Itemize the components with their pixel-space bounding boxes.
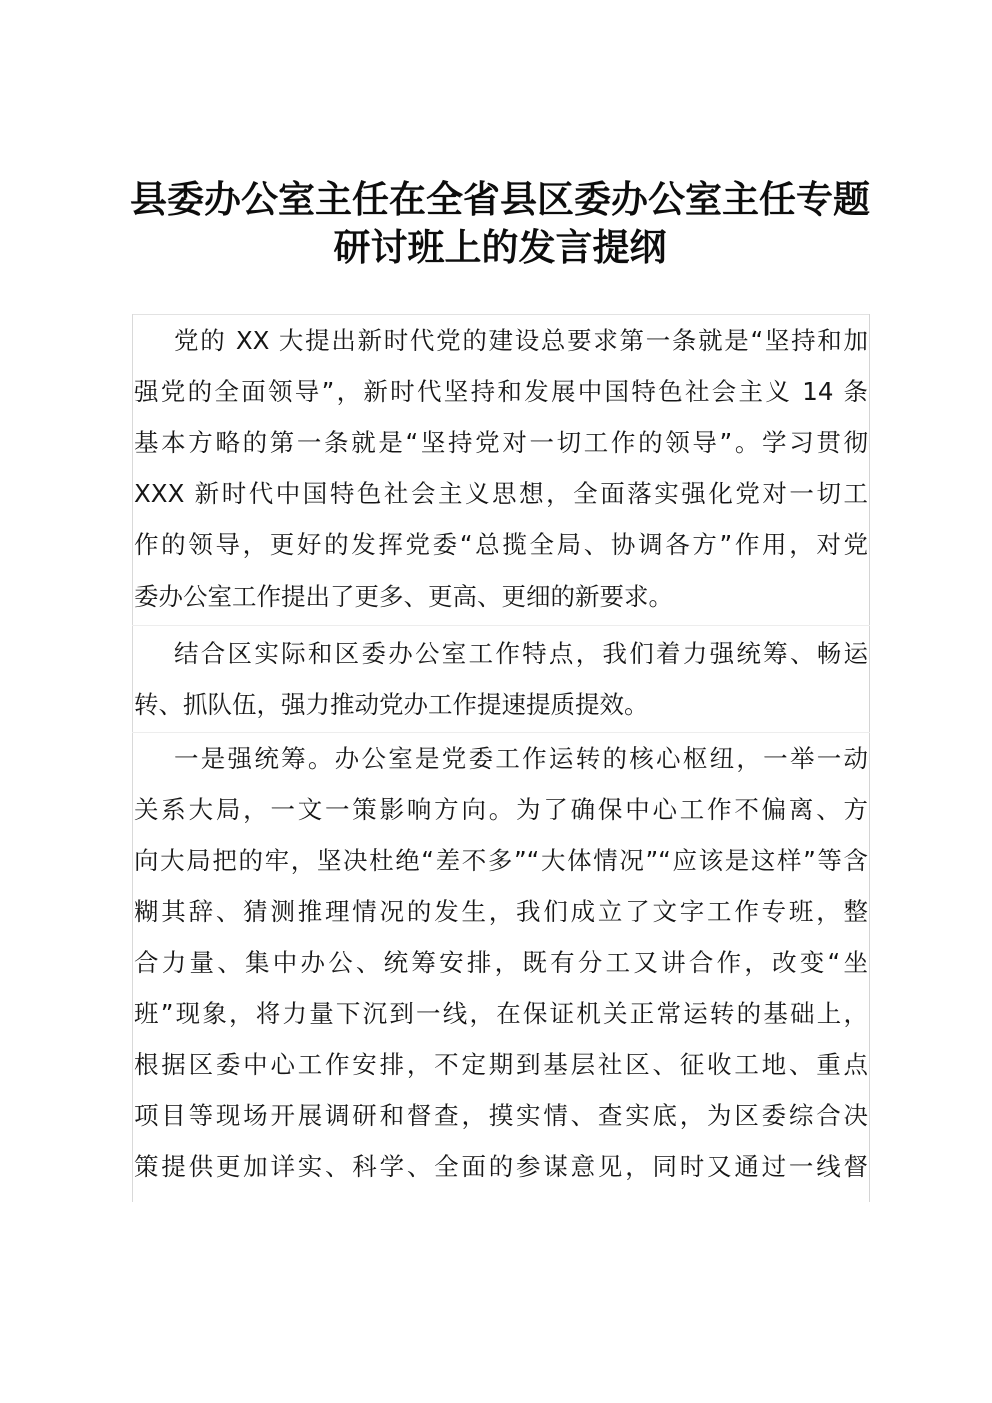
title-line: 县委办公室主任在全省县区委办公室主任专题	[130, 178, 870, 221]
paragraph-line: 党的 XX 大提出新时代党的建设总要求第一条就是“坚持和加	[174, 326, 868, 355]
title-line: 研讨班上的发言提纲	[333, 226, 667, 269]
paragraph-line: XXX 新时代中国特色社会主义思想，全面落实强化党对一切工	[134, 479, 868, 508]
page-guide-right	[869, 314, 870, 1202]
paragraph-line: 策提供更加详实、科学、全面的参谋意见，同时又通过一线督	[134, 1152, 868, 1181]
document-title	[120, 176, 880, 272]
paragraph-line: 班”现象，将力量下沉到一线，在保证机关正常运转的基础上，	[134, 999, 868, 1028]
paragraph-line: 项目等现场开展调研和督查，摸实情、查实底，为区委综合决	[134, 1101, 868, 1130]
paragraph-line: 向大局把的牢，坚决杜绝“差不多”“大体情况”“应该是这样”等含	[134, 846, 868, 875]
paragraph-line: 一是强统筹。办公室是党委工作运转的核心枢纽，一举一动	[174, 744, 868, 773]
paragraph-line: 结合区实际和区委办公室工作特点，我们着力强统筹、畅运	[174, 639, 868, 668]
paragraph-line: 糊其辞、猜测推理情况的发生，我们成立了文字工作专班，整	[134, 897, 868, 926]
paragraph-line: 委办公室工作提出了更多、更高、更细的新要求。	[134, 582, 673, 611]
paragraph-divider	[132, 732, 870, 733]
paragraph-line: 作的领导，更好的发挥党委“总揽全局、协调各方”作用，对党	[134, 530, 868, 559]
paragraph-line: 基本方略的第一条就是“坚持党对一切工作的领导”。学习贯彻	[134, 428, 868, 457]
paragraph-line: 合力量、集中办公、统筹安排，既有分工又讲合作，改变“坐	[134, 948, 868, 977]
paragraph-line: 转、抓队伍，强力推动党办工作提速提质提效。	[134, 690, 649, 719]
paragraph-line: 根据区委中心工作安排，不定期到基层社区、征收工地、重点	[134, 1050, 868, 1079]
page-guide-left	[132, 314, 133, 1202]
paragraph-divider	[132, 625, 870, 626]
page-guide-top	[132, 314, 870, 315]
paragraph-line: 强党的全面领导”，新时代坚持和发展中国特色社会主义 14 条	[134, 377, 868, 406]
paragraph-line: 关系大局，一文一策影响方向。为了确保中心工作不偏离、方	[134, 795, 868, 824]
